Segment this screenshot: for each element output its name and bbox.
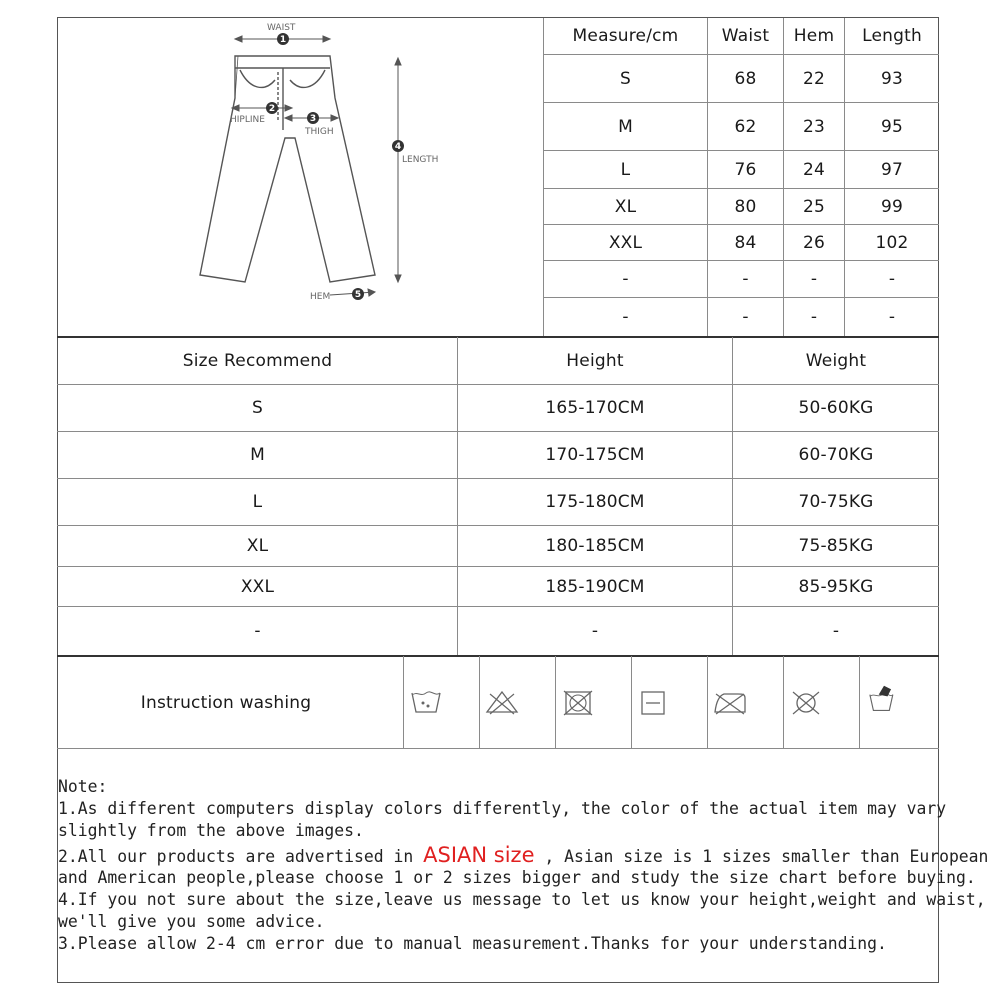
waist-number: 1 [279,35,287,45]
table-cell: M [250,445,265,465]
table-cell: XXL [240,576,275,597]
table-cell: - [622,269,629,289]
table-cell: XL [614,196,637,217]
table-cell: 165-170CM [545,398,645,418]
table-cell: S [620,68,631,89]
notes-title: Note: [58,777,108,796]
table-cell: 84 [734,232,757,253]
hand-wash-icon [864,684,904,714]
pants-measurement-diagram [180,20,470,310]
table-cell: - [742,269,749,289]
note-line: slightly from the above images. [58,821,364,840]
length-number: 4 [394,142,402,152]
note-line: 1.As different computers display colors differently, the color of the actual item may vary [58,799,947,818]
table-cell: 170-175CM [545,445,645,465]
note-line: and American people,please choose 1 or 2 sizes bigger and study the size chart before buying. [58,868,976,887]
thigh-label: THIGH [305,127,334,137]
table-cell: 185-190CM [545,576,645,597]
measure-header: Measure/cm [572,26,679,46]
table-cell: 175-180CM [545,492,645,512]
table-cell: 26 [802,232,826,253]
table-cell: - [742,306,749,327]
table-cell: 23 [802,116,826,137]
table-cell: - [810,306,818,327]
table-cell: L [252,492,263,512]
washing-label: Instruction washing [140,692,312,713]
height-header: Height [566,351,624,371]
table-cell: 24 [802,159,826,180]
table-cell: 99 [880,196,904,217]
length-header: Length [862,26,922,46]
table-cell: 97 [880,159,904,180]
table-cell: - [810,269,818,289]
table-cell: M [618,116,633,137]
table-cell: 75-85KG [798,536,874,556]
table-cell: XL [246,536,269,556]
table-cell: 102 [875,232,909,253]
table-cell: - [888,306,896,327]
do-not-bleach-icon [484,688,524,718]
hipline-number: 2 [268,104,276,114]
table-cell: 76 [734,159,757,180]
table-cell: 95 [880,116,904,137]
table-cell: 25 [802,196,826,217]
table-cell: S [252,398,263,418]
note-line [58,843,988,867]
dry-flat-icon [636,688,676,718]
note-line: we'll give you some advice. [58,912,325,931]
asian-size-highlight: ASIAN size [423,843,535,867]
thigh-number: 3 [309,114,317,124]
table-cell: 62 [734,116,757,137]
table-cell: - [622,306,629,327]
hem-header: Hem [793,26,835,46]
size-recommend-header: Size Recommend [182,351,333,371]
weight-header: Weight [805,351,867,371]
waist-label: WAIST [267,23,296,33]
table-cell: - [888,269,896,289]
table-cell: 22 [802,68,826,89]
table-cell: XXL [608,232,643,253]
note-line: 4.If you not sure about the size,leave us message to let us know your height,weight and waist, [58,890,986,909]
table-cell: 50-60KG [798,398,874,418]
table-cell: 68 [734,68,757,89]
table-cell: 60-70KG [798,445,874,465]
note-line: 3.Please allow 2-4 cm error due to manual measurement.Thanks for your understanding. [58,934,887,953]
hem-number: 5 [354,290,362,300]
table-cell: - [254,620,261,641]
length-label: LENGTH [402,155,439,165]
do-not-dry-clean-icon [788,688,828,718]
note-text: 2.All our products are advertised in [58,847,424,866]
do-not-iron-icon [712,688,752,718]
do-not-tumble-dry-icon [560,688,600,718]
table-cell: L [620,159,631,180]
table-cell: 85-95KG [798,576,874,597]
machine-wash-icon [408,688,448,718]
note-text: , Asian size is 1 sizes smaller than European [534,847,989,866]
hem-label: HEM [310,292,331,302]
table-cell: 80 [734,196,757,217]
waist-header: Waist [721,26,770,46]
table-cell: 93 [880,68,904,89]
table-cell: - [832,620,840,641]
table-cell: 70-75KG [798,492,874,512]
hipline-label: HIPLINE [230,115,265,125]
table-cell: - [591,620,599,641]
table-cell: 180-185CM [545,536,645,556]
